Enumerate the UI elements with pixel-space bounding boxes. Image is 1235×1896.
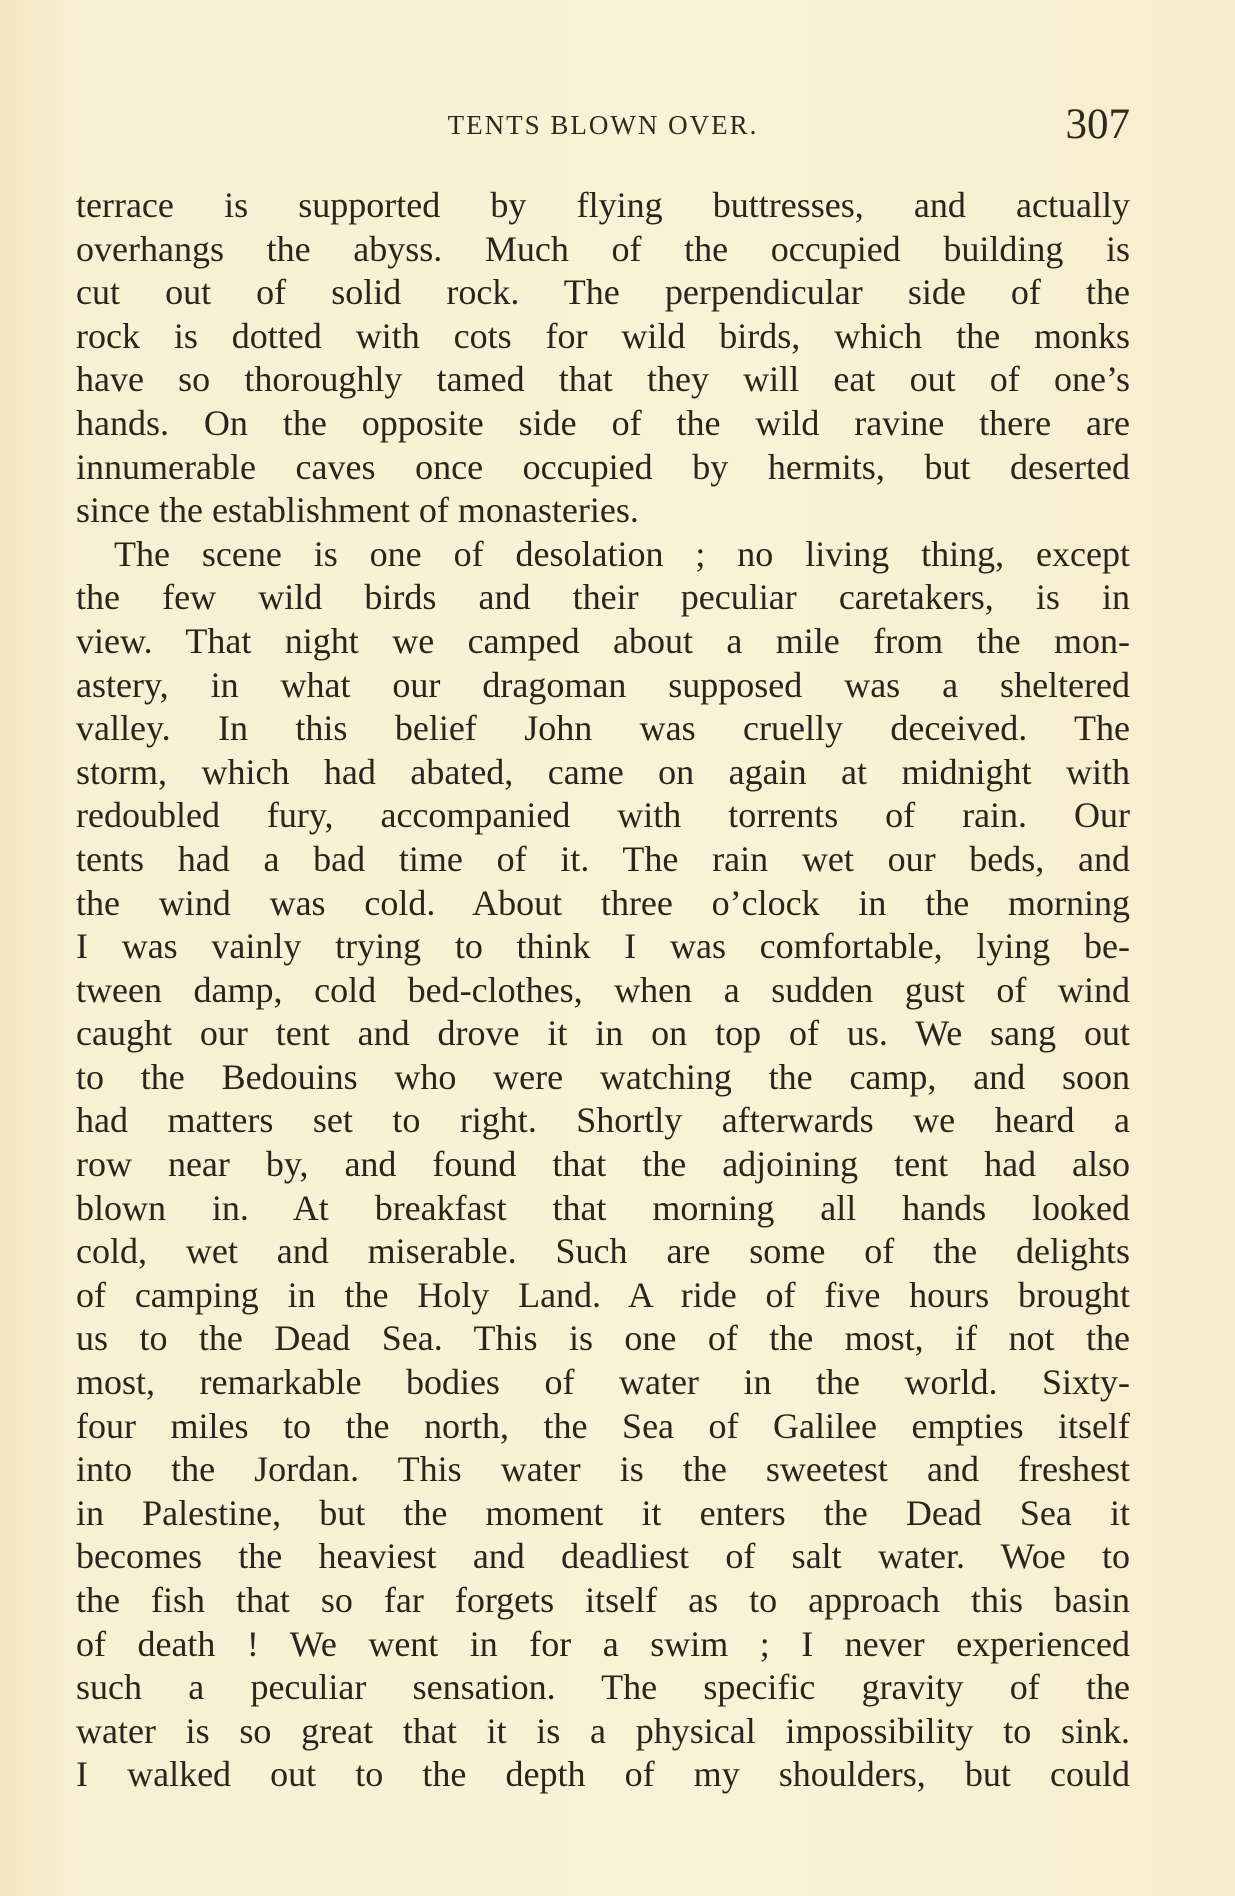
text-line: us to the Dead Sea. This is one of the most, if not the (76, 1318, 1130, 1359)
text-line: storm, which had abated, came on again at midnight with (76, 751, 1130, 792)
text-line: overhangs the abyss. Much of the occupied building is (76, 228, 1130, 269)
text-line: have so thoroughly tamed that they will eat out of one’s (76, 359, 1130, 400)
text-line: water is so great that it is a physical impossibility to sink. (76, 1710, 1130, 1751)
text-line: of death ! We went in for a swim ; I never experienced (76, 1623, 1130, 1664)
text-line: the fish that so far forgets itself as to approach this basin (76, 1580, 1130, 1620)
text-line: in Palestine, but the moment it enters the Dead Sea it (76, 1492, 1130, 1533)
text-line: tween damp, cold bed-clothes, when a sudden gust of wind (76, 969, 1130, 1010)
text-line: I was vainly trying to think I was comfortable, lying be- (76, 926, 1130, 967)
text-line: hands. On the opposite side of the wild ravine there are (76, 402, 1130, 443)
text-line: such a peculiar sensation. The specific gravity of the (76, 1667, 1130, 1708)
page-number: 307 (1065, 101, 1130, 148)
text-line: The scene is one of desolation ; no living thing, except (114, 533, 1130, 574)
text-line: redoubled fury, accompanied with torrents of rain. Our (76, 795, 1130, 836)
text-line: of camping in the Holy Land. A ride of five hours brought (76, 1274, 1130, 1315)
text-line: becomes the heaviest and deadliest of salt water. Woe to (76, 1536, 1130, 1577)
body-text (76, 184, 1130, 1797)
text-line: to the Bedouins who were watching the camp, and soon (76, 1056, 1130, 1097)
text-line: caught our tent and drove it in on top of us. We sang out (76, 1013, 1130, 1054)
text-line: innumerable caves once occupied by hermits, but deserted (76, 446, 1130, 487)
text-line: cut out of solid rock. The perpendicular side of the (76, 272, 1130, 313)
text-line: valley. In this belief John was cruelly deceived. The (76, 708, 1130, 749)
text-line: I walked out to the depth of my shoulders, but could (76, 1754, 1130, 1795)
running-title: TENTS BLOWN OVER. (447, 110, 759, 140)
text-line: into the Jordan. This water is the sweetest and freshest (76, 1449, 1130, 1490)
text-line: had matters set to right. Shortly afterwards we heard a (76, 1100, 1130, 1141)
text-line: since the establishment of monasteries. (76, 490, 639, 531)
text-line: astery, in what our dragoman supposed was a sheltered (76, 664, 1130, 705)
text-line: four miles to the north, the Sea of Galilee empties itself (76, 1405, 1130, 1446)
text-line: the few wild birds and their peculiar caretakers, is in (76, 577, 1130, 618)
text-line: terrace is supported by flying buttresses, and actually (76, 185, 1130, 225)
text-line: view. That night we camped about a mile from the mon- (76, 620, 1130, 661)
text-line: the wind was cold. About three o’clock in the morning (76, 882, 1130, 923)
text-line: tents had a bad time of it. The rain wet our beds, and (76, 838, 1130, 879)
text-line: most, remarkable bodies of water in the world. Sixty- (76, 1362, 1130, 1403)
running-head (76, 101, 1130, 154)
text-line: row near by, and found that the adjoining tent had also (76, 1144, 1130, 1185)
text-line: cold, wet and miserable. Such are some of the delights (76, 1231, 1130, 1272)
text-line: rock is dotted with cots for wild birds, which the monks (76, 315, 1130, 356)
text-line: blown in. At breakfast that morning all hands looked (76, 1187, 1130, 1228)
